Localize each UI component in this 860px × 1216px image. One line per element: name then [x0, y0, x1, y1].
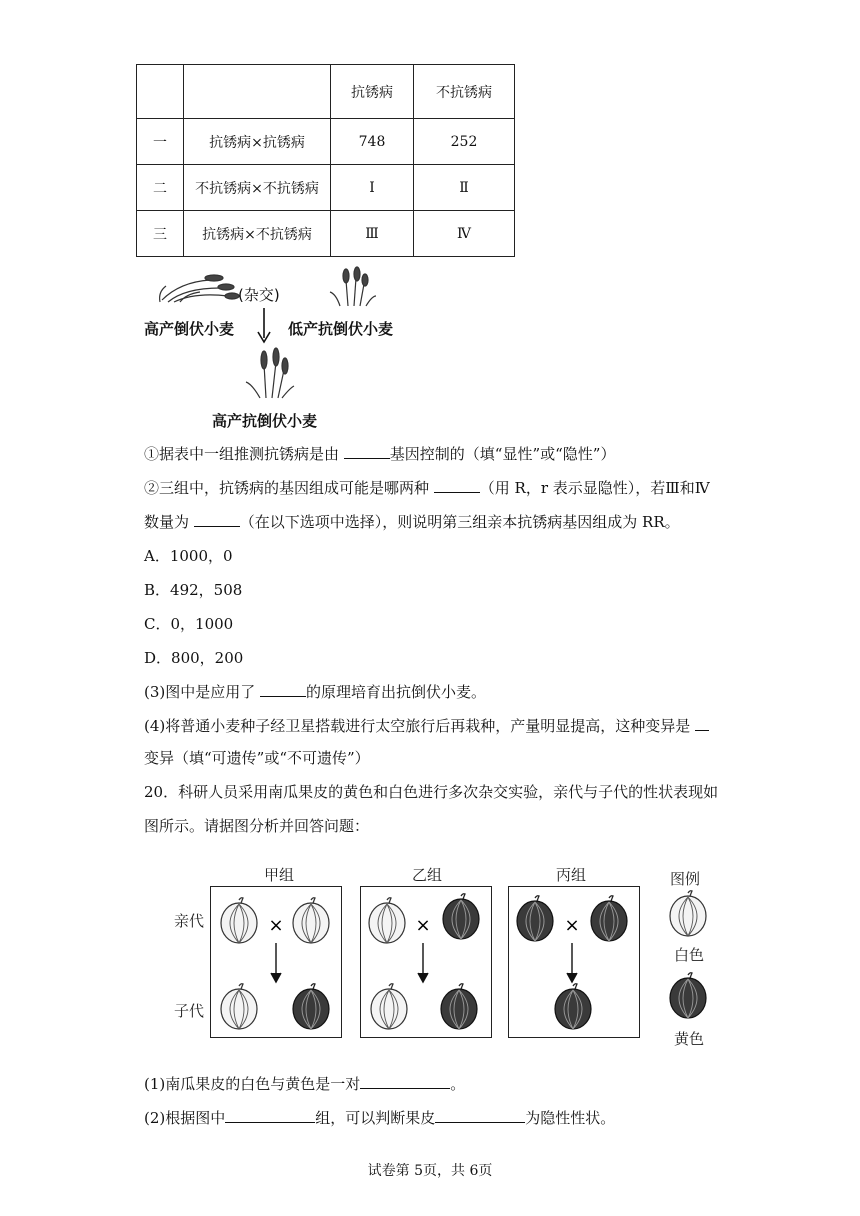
rust-resistance-table	[136, 64, 515, 257]
group-cell: 二	[137, 165, 184, 211]
yellow-pumpkin-icon	[517, 896, 553, 941]
offspring-wheat-icon	[246, 348, 294, 398]
yellow-pumpkin-icon	[441, 984, 477, 1029]
legend-yellow-pumpkin-icon	[668, 972, 712, 1024]
table-header-resistant: 抗锈病	[331, 65, 414, 119]
group-cell: 三	[137, 211, 184, 257]
down-arrow-icon	[567, 943, 577, 982]
question-20-line2: 图所示。请据图分析并回答问题：	[144, 817, 370, 835]
parent-left-label: 高产倒伏小麦	[144, 320, 235, 338]
offspring-row-label: 子代	[174, 1002, 205, 1020]
question-20-2: (2)根据图中 组，可以判断果皮 为隐性性状。	[144, 1109, 616, 1127]
table-row	[137, 165, 515, 211]
option-a[interactable]: A．1000，0	[144, 547, 233, 565]
yellow-pumpkin-icon	[293, 984, 329, 1029]
legend-white-label: 白色	[674, 946, 705, 964]
count-cell: Ⅱ	[414, 165, 515, 211]
page-footer: 试卷第 5页，共 6页	[367, 1163, 493, 1179]
table-header-nonresistant: 不抗锈病	[414, 65, 515, 119]
table-header-cell	[184, 65, 331, 119]
group-bing-box	[508, 886, 640, 1038]
table-header-cell	[137, 65, 184, 119]
legend-title: 图例	[670, 870, 701, 888]
wheat-illustration	[140, 262, 420, 432]
group-jia-box	[210, 886, 342, 1038]
question-1: ①据表中一组推测抗锈病是由 基因控制的（填“显性”或“隐性”）	[144, 445, 616, 463]
short-wheat-icon	[330, 267, 376, 306]
yellow-pumpkin-icon	[555, 984, 591, 1029]
cross-symbol: ×	[564, 915, 580, 936]
group-yi-title: 乙组	[412, 866, 443, 884]
count-cell: Ⅳ	[414, 211, 515, 257]
answer-blank[interactable]	[344, 444, 390, 459]
cross-symbol: ×	[268, 915, 284, 936]
answer-blank[interactable]	[225, 1108, 315, 1123]
yellow-pumpkin-icon	[591, 896, 627, 941]
offspring-label: 高产抗倒伏小麦	[212, 412, 318, 430]
cross-label: (杂交)	[238, 286, 280, 304]
answer-blank[interactable]	[260, 682, 306, 697]
count-cell: Ⅲ	[331, 211, 414, 257]
legend-white-pumpkin-icon	[668, 890, 712, 942]
yellow-pumpkin-icon	[443, 894, 479, 939]
cross-cell: 不抗锈病×不抗锈病	[184, 165, 331, 211]
answer-blank[interactable]	[435, 1108, 525, 1123]
option-b[interactable]: B．492，508	[144, 581, 243, 599]
white-pumpkin-icon	[221, 898, 257, 943]
answer-blank[interactable]	[360, 1074, 450, 1089]
question-4a: (4)将普通小麦种子经卫星搭载进行太空旅行后再栽种，产量明显提高，这种变异是	[144, 716, 709, 736]
cross-cell: 抗锈病×不抗锈病	[184, 211, 331, 257]
question-2a: ②三组中，抗锈病的基因组成可能是哪两种 （用 R，r 表示显隐性），若Ⅲ和Ⅳ	[144, 479, 710, 497]
group-yi-box	[360, 886, 492, 1038]
question-2b: 数量为 （在以下选项中选择），则说明第三组亲本抗锈病基因组成为 RR。	[144, 513, 680, 531]
count-cell: 252	[414, 119, 515, 165]
wheat-cross-figure	[140, 262, 420, 432]
down-arrow-icon	[258, 308, 270, 342]
cross-cell: 抗锈病×抗锈病	[184, 119, 331, 165]
down-arrow-icon	[271, 943, 281, 982]
option-c[interactable]: C．0，1000	[144, 615, 234, 633]
answer-blank[interactable]	[434, 478, 480, 493]
parent-right-label: 低产抗倒伏小麦	[288, 320, 394, 338]
option-d[interactable]: D．800，200	[144, 649, 244, 667]
down-arrow-icon	[418, 943, 428, 982]
count-cell: Ⅰ	[331, 165, 414, 211]
group-cell: 一	[137, 119, 184, 165]
white-pumpkin-icon	[369, 898, 405, 943]
question-20-line1: 20．科研人员采用南瓜果皮的黄色和白色进行多次杂交实验，亲代与子代的性状表现如	[144, 783, 719, 801]
table-row	[137, 119, 515, 165]
lodged-wheat-icon	[160, 275, 239, 302]
table-row	[137, 211, 515, 257]
count-cell: 748	[331, 119, 414, 165]
group-jia-title: 甲组	[264, 866, 295, 884]
cross-symbol: ×	[415, 915, 431, 936]
white-pumpkin-icon	[371, 984, 407, 1029]
white-pumpkin-icon	[221, 984, 257, 1029]
answer-blank[interactable]	[695, 716, 709, 731]
answer-blank[interactable]	[194, 512, 240, 527]
question-20-1: (1)南瓜果皮的白色与黄色是一对 。	[144, 1075, 466, 1093]
white-pumpkin-icon	[293, 898, 329, 943]
question-4b: 变异（填“可遗传”或“不可遗传”）	[144, 749, 370, 767]
parent-row-label: 亲代	[174, 912, 205, 930]
question-3: (3)图中是应用了 的原理培育出抗倒伏小麦。	[144, 683, 487, 701]
group-bing-title: 丙组	[556, 866, 587, 884]
legend-yellow-label: 黄色	[674, 1030, 705, 1048]
